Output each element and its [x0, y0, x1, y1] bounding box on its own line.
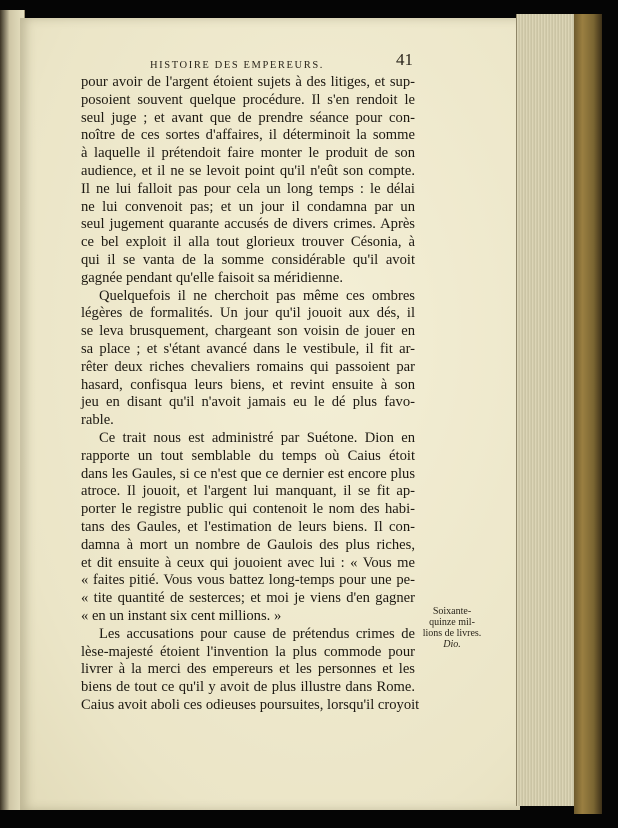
- book-cover-edge: [574, 14, 602, 814]
- text-line: rapporte un tout semblable du temps où Caius étoit: [81, 447, 415, 464]
- margin-note-line: Soixante-: [432, 606, 472, 617]
- text-line: atroce. Il jouoit, et l'argent lui manquant, il se fit ap-: [81, 483, 415, 500]
- text-line: légères de formalités. Un jour qu'il jouoit aux dés, il: [81, 305, 415, 322]
- margin-note: [418, 606, 486, 650]
- text-line: seul jugement quarante accusés de divers crimes. Après: [81, 216, 415, 233]
- text-line: rable.: [81, 412, 114, 429]
- text-line: posoient souvent quelque procédure. Il s'en rendoit le: [81, 91, 415, 108]
- text-line: ne lui convenoit pas; et un jour il condamna par un: [81, 198, 415, 215]
- text-line: Quelquefois il ne cherchoit pas même ces ombres: [99, 287, 415, 304]
- body-text: [81, 74, 420, 715]
- text-line: à laquelle il prétendoit faire monter le produit de son: [81, 145, 415, 162]
- margin-note-source: Dio.: [443, 639, 461, 650]
- text-line: biens de tout ce qu'il y avoit de plus illustre dans Rome.: [81, 679, 415, 696]
- text-line: hasard, confisqua leurs biens, et revint ensuite à son: [81, 376, 415, 393]
- margin-note-line: lions de livres.: [422, 628, 482, 639]
- page-number: 41: [396, 50, 413, 69]
- text-line: rêter deux riches chevaliers romains qui passoient par: [81, 358, 415, 375]
- text-line: livrer à la merci des empereurs et les personnes et les: [81, 661, 415, 678]
- text-line: porter le registre public qui contenoit le nom des habi-: [81, 501, 415, 518]
- text-line: « faites pitié. Vous vous battez long-temps pour une pe-: [81, 572, 415, 589]
- running-title: HISTOIRE DES EMPEREURS.: [150, 60, 324, 71]
- text-line: tans des Gaules, et l'estimation de leurs biens. Il con-: [81, 518, 415, 535]
- text-line: gagnée pendant qu'elle faisoit sa méridienne.: [81, 269, 343, 286]
- text-line: Ce trait nous est administré par Suétone. Dion en: [99, 429, 415, 446]
- text-line: « en un instant six cent millions. »: [81, 607, 282, 624]
- text-line: noître de ces sortes d'affaires, il déterminoit la somme: [81, 127, 415, 144]
- text-line: dans les Gaules, si ce n'est que ce dernier est encore plus: [81, 465, 415, 482]
- text-line: ce bel exploit il alla tout glorieux trouver Césonia, à: [81, 234, 415, 251]
- text-line: damna à mort un nombre de Gaulois des plus riches,: [81, 536, 415, 553]
- text-line: « tite quantité de sesterces; et moi je viens d'en gagner: [81, 590, 415, 607]
- text-line: audience, et il ne se levoit point qu'il n'eût son compte.: [81, 162, 415, 179]
- text-line: Les accusations pour cause de prétendus crimes de: [99, 625, 415, 642]
- text-line: qui il se vanta de la somme considérable qu'il avoit: [81, 251, 415, 268]
- text-line: jeu en disant qu'il n'avoit jamais eu le dé plus favo-: [81, 394, 415, 411]
- text-line: Caius avoit aboli ces odieuses poursuites, lorsqu'il croyoit: [81, 696, 420, 713]
- text-line: se leva brusquement, chargeant son voisin de jouer en: [81, 323, 415, 340]
- text-line: lèse-majesté étoient l'invention la plus commode pour: [81, 643, 415, 660]
- text-line: et dit ensuite à ceux qui jouoient avec lui : « Vous me: [81, 554, 415, 571]
- page-block-edges: [516, 14, 577, 806]
- margin-note-line: quinze mil-: [429, 617, 475, 628]
- text-line: Il ne lui falloit pas pour cela un long temps : le délai: [81, 180, 415, 197]
- text-line: sa place ; et s'étant avancé dans le vestibule, il fit ar-: [81, 340, 415, 357]
- text-line: pour avoir de l'argent étoient sujets à des litiges, et sup-: [81, 74, 415, 90]
- text-line: seul juge ; et avant que de prendre séance pour con-: [81, 109, 415, 126]
